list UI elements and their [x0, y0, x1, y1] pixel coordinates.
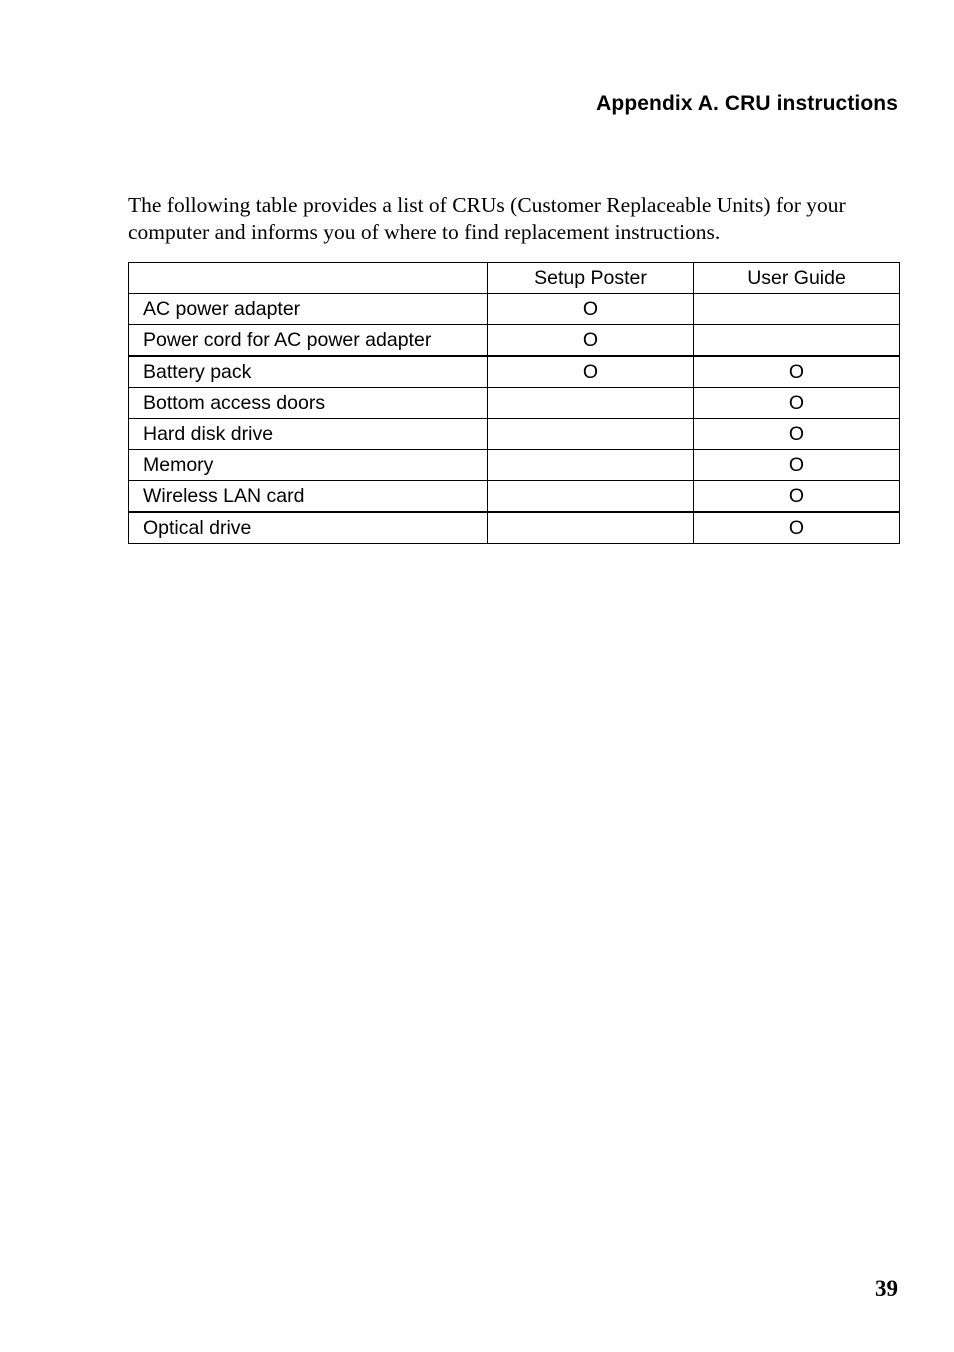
column-header-user-guide: User Guide — [694, 263, 900, 294]
cell-setup-poster — [488, 481, 694, 513]
page-number: 39 — [875, 1276, 898, 1301]
cell-item: Optical drive — [129, 512, 488, 544]
cell-item: Hard disk drive — [129, 419, 488, 450]
table-row — [129, 419, 900, 450]
cell-setup-poster: O — [488, 294, 694, 325]
table-row — [129, 450, 900, 481]
cell-item: Bottom access doors — [129, 388, 488, 419]
table-row — [129, 388, 900, 419]
cell-user-guide: O — [694, 419, 900, 450]
cell-item: AC power adapter — [129, 294, 488, 325]
cell-setup-poster — [488, 450, 694, 481]
table-row — [129, 512, 900, 544]
cell-user-guide — [694, 294, 900, 325]
table-row — [129, 294, 900, 325]
cell-user-guide: O — [694, 481, 900, 513]
table-header-row — [129, 263, 900, 294]
cell-user-guide: O — [694, 388, 900, 419]
column-header-item — [129, 263, 488, 294]
cell-user-guide — [694, 325, 900, 357]
cell-setup-poster — [488, 388, 694, 419]
cell-user-guide: O — [694, 450, 900, 481]
cell-item: Power cord for AC power adapter — [129, 325, 488, 357]
cell-setup-poster: O — [488, 356, 694, 388]
cru-table — [128, 262, 900, 544]
cell-setup-poster — [488, 419, 694, 450]
cell-item: Battery pack — [129, 356, 488, 388]
table-row — [129, 356, 900, 388]
cell-item: Memory — [129, 450, 488, 481]
column-header-setup-poster: Setup Poster — [488, 263, 694, 294]
cell-user-guide: O — [694, 512, 900, 544]
cell-setup-poster — [488, 512, 694, 544]
table-row — [129, 481, 900, 513]
table-row — [129, 325, 900, 357]
cell-user-guide: O — [694, 356, 900, 388]
page-header-title: Appendix A. CRU instructions — [596, 92, 898, 115]
cell-item: Wireless LAN card — [129, 481, 488, 513]
intro-paragraph: The following table provides a list of CRUs (Customer Replaceable Units) for your computer and informs you of where to find replacement instructions. — [128, 193, 846, 244]
cell-setup-poster: O — [488, 325, 694, 357]
